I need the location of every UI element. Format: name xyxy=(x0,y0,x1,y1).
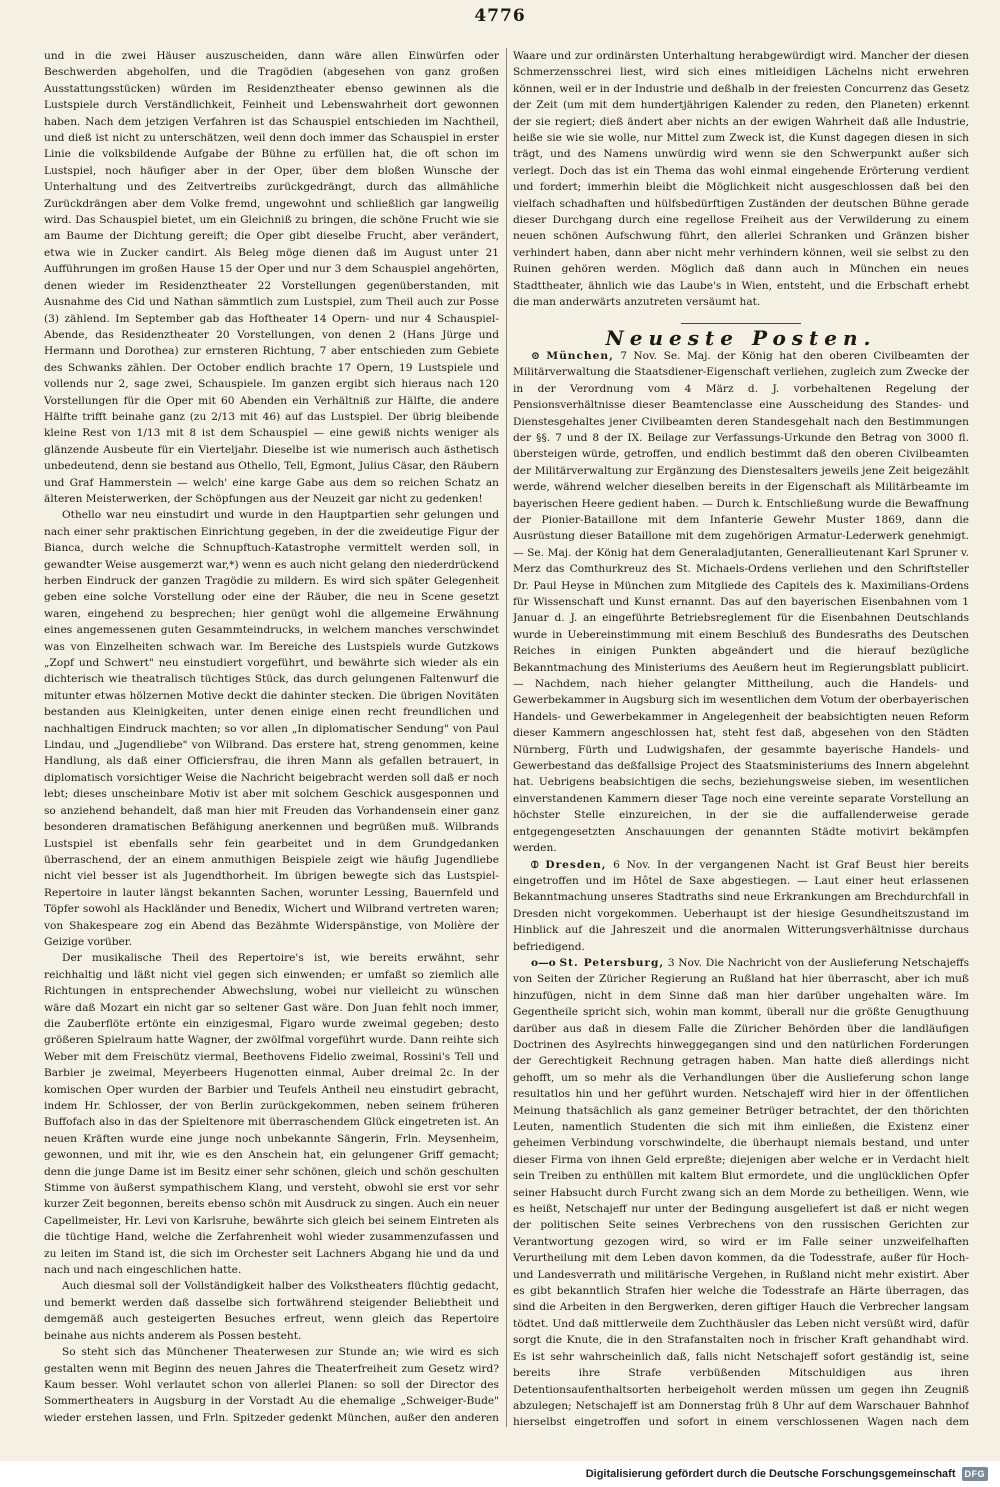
dateline-place: München, xyxy=(546,349,614,362)
dateline-date: 6 Nov. xyxy=(613,858,651,871)
right-intro-paragraph: Waare und zur ordinärsten Unterhaltung herabgewürdigt wird. Mancher der diesen Schmerzensschrei liest, wird sich eines mitleidigen Lächelns nicht erwehren können, weil er in der Industrie und deßhalb in der freiesten Concurrenz das Gesetz der Zeit (um mit dem hundertjährigen Kalender zu reden, den Planeten) erkennt der sie regiert; dieß ändert aber nichts an der ewigen Wahrheit daß alle Industrie, heiße sie wie sie wolle, nur Mittel zum Zweck ist, die Kunst dagegen diesen in sich trägt, und des Namens unwürdig wird wenn sie den Schwerpunkt außer sich verlegt. Doch das ist ein Thema das wohl einmal eingehende Erörterung verdient und fordert; immerhin bleibt die Möglichkeit nicht ausgeschlossen daß bei den vielfach schadhaften und hülfsbedürftigen Zuständen der deutschen Bühne gerade dieser Durchgang durch eine regellose Freiheit aus der Verwilderung zu einem neuen schönen Aufschwung führt, den allerlei Schranken und Gränzen bisher verhindert haben, dann aber nicht mehr verhindern können, weil sie selbst zu den Ruinen gehören werden. Möglich daß dann auch in München ein neues Stadttheater, ähnlich wie das Laube's in Wien, entsteht, und die Erbschaft erhebt die man anderwärts anzutreten versäumt hat. xyxy=(513,50,969,309)
article-st-petersburg xyxy=(513,955,969,1427)
digitization-credit: Digitalisierung gefördert durch die Deutsche Forschungsgemeinschaft xyxy=(585,1468,956,1480)
right-column xyxy=(513,48,969,1427)
dateline-mark: ⦶ xyxy=(531,858,539,871)
left-paragraph-5: So steht sich das Münchener Theaterwesen zur Stunde an; wie wird es sich gestalten wenn mit Beginn des neuen Jahres die Theaterfreiheit zum Gesetz wird? Kaum besser. Wohl verlautet schon von allerlei Planen: so soll der Director des Sommertheaters in Augsburg in der Vorstadt Au die ehemalige „Schweiger-Bude" wieder erstehen lassen, und Frln. Spitzeder gedenkt München, außer den anderen xyxy=(44,1346,499,1424)
dateline-mark: ⊙ xyxy=(531,349,540,362)
article-text: In der vergangenen Nacht ist Graf Beust hier bereits eingetroffen und im Hôtel de Saxe abgestiegen. — Laut einer heut erlassenen Bekanntmachung unseres Stadtraths sind neue Erkrankungen am Brechdurchfall in Dresden nicht vorgekommen. Ueberhaupt ist der hiesige Gesundheitszustand im Hinblick auf die Jahreszeit und die anormalen Witterungsverhältnisse durchaus befriedigend. xyxy=(513,858,969,953)
dateline-mark: o—o xyxy=(531,956,556,969)
section-separator xyxy=(681,323,801,324)
page-number: 4776 xyxy=(474,6,526,26)
dateline-place: St. Petersburg, xyxy=(559,956,665,969)
dateline-place: Dresden, xyxy=(545,858,607,871)
article-dresden xyxy=(513,857,969,955)
left-paragraph-2: Othello war neu einstudirt und wurde in den Hauptpartien sehr gelungen und nach einer sehr praktischen Einrichtung gegeben, in der die zweideutige Figur der Bianca, durch welche die Schnupftuch-Katastrophe vermittelt werden soll, in gewandter Weise ausgemerzt war,*) wenn es auch nicht gelang den niederdrückend herben Eindruck der ganzen Tragödie zu mildern. Es wird sich später Gelegenheit geben eine solche Vorstellung oder eine der Räuber, die neu in Scene gesetzt waren, eingehend zu besprechen; hier genügt wohl die allgemeine Erwähnung eines angemessenen guten Gesammteindrucks, in welchem manches verschwindet was von Einzelheiten schwach war. Im Bereiche des Lustspiels wurde Gutzkows „Zopf und Schwert" neu einstudiert vorgeführt, und bewährte sich wieder als ein dichterisch wie theatralisch tüchtiges Stück, das durch gelungenen Faltenwurf die mitunter etwas hölzernen Motive deckt die dahinter stecken. Die übrigen Novitäten bestanden aus Kleinigkeiten, unter denen einige einen recht freundlichen und nachhaltigen Eindruck machten; so vor allen „In diplomatischer Sendung" von Paul Lindau, und „Jugendliebe" von Wilbrand. Das erstere hat, streng genommen, keine Handlung, als daß einer Officiersfrau, die ihren Mann als gefallen betrauert, in diplomatisch vorsichtiger Weise die Nachricht beigebracht werden soll daß er noch lebt; dieses unscheinbare Motiv ist aber mit solchem Geschick ausgesponnen und so anziehend behandelt, daß man hier mit Freuden das Vorhandensein einer ganz besonderen dramatischen Befähigung anerkennen und begrüßen muß. Wilbrands Lustspiel ist ebenfalls sehr fein gearbeitet und in dem Grundgedanken überraschend, der an einem anmuthigen Beispiele zeigt wie häufig Jugendliebe nicht viel besser ist als Jugendthorheit. Im übrigen bewegte sich das Lustspiel-Repertoire in lauter längst bekannten Sachen, worunter Lessing, Bauernfeld und Töpfer sowohl als Hackländer und Benedix, Wichert und Wilbrand vertreten waren; von Shakespeare zog ein Abend das Bezähmte Widerspänstige, von Molière der Geizige vorüber. xyxy=(44,509,499,948)
dfg-logo-icon[interactable] xyxy=(962,1467,989,1481)
left-paragraph-1: und in die zwei Häuser auszuscheiden, dann wäre allen Einwürfen oder Beschwerden abgeholfen, und die Tragödien (abgesehen von ganz großen Ausstattungsstücken) würden im Residenztheater ebenso gewinnen als die Lustspiele durch Verständlichkeit, Feinheit und Lebenswahrheit dort gewonnen haben. Nach dem jetzigen Verfahren ist das Schauspiel entschieden im Nachtheil, und dieß ist nicht zu unterschätzen, weil denn doch immer das Schauspiel in erster Linie die volksbildende Aufgabe der Bühne zu erfüllen hat, die oft schon im Lustspiel, noch häufiger aber in der Oper, über dem bloßen Wunsche der Unterhaltung und des Zeitvertreibs zurückgedrängt, durch das allmähliche Zurückdrängen aber dem Volke fremd, ungewohnt und schließlich gar langweilig wird. Das Schauspiel bietet, um ein Gleichniß zu bringen, die schöne Frucht wie sie am Baume der Dichtung gereift; die Oper gibt dieselbe Frucht, aber verändert, etwa wie in Zucker candirt. Als Beleg möge dienen daß im August unter 21 Aufführungen im großen Hause 15 der Oper und nur 3 dem Schauspiel angehörten, denen wieder im Residenztheater 22 Vorstellungen gegenüberstanden, mit Ausnahme des Cid und Nathan sämmtlich zum Lustspiel, zum Theil auch zur Posse (3) zählend. Im September gab das Hoftheater 14 Opern- und nur 4 Schauspiel-Abende, das Residenztheater 20 Vorstellungen, von denen 2 (Hans Jürge und Hermann und Dorothea) zur ernsteren Richtung, 7 aber entschieden zum Gebiete des Schwanks zählen. Der October endlich brachte 17 Opern, 19 Lustspiele und vollends nur 2, sage zwei, Schauspiele. Im ganzen ergibt sich hieraus nach 120 Vorstellungen für die Oper mit 60 Abenden ein Verhältniß zur Hälfte, die andere Hälfte trifft beinahe ganz (zu 2/13 mit 46) auf das Lustspiel. Der übrig bleibende kleine Rest von 1/13 mit 8 ist dem Schauspiel — eine gewiß nichts weniger als glänzende Ausbeute für ein Vierteljahr. Dieselbe ist wie numerisch auch ästhetisch unbedeutend, denn sie bestand aus Othello, Tell, Egmont, Julius Cäsar, den Räubern und Graf Hammerstein — welch' eine karge Gabe aus dem so reichen Schatz an älteren Meisterwerken, der Schöpfungen aus der Neuzeit gar nicht zu gedenken! xyxy=(44,50,499,505)
left-paragraph-3: Der musikalische Theil des Repertoire's ist, wie bereits erwähnt, sehr reichhaltig und läßt nicht viel gegen sich einwenden; er umfaßt so ziemlich alle Richtungen in entsprechender Abwechslung, wobei nur vielleicht zu wünschen wäre daß Mozart ein nicht gar so seltener Gast wäre. Don Juan fehlt noch immer, die Zauberflöte ertönte ein einzigesmal, Figaro wurde zweimal gegeben; desto größeren Spielraum hatte Wagner, der zwölfmal vorgeführt wurde. Dann reihte sich Weber mit dem Freischütz viermal, Beethovens Fidelio zweimal, Rossini's Tell und Barbier je zweimal, Meyerbeers Hugenotten einmal, Auber dreimal 2c. In der komischen Oper wurden der Barbier und Teufels Antheil neu einstudirt gebracht, indem Hr. Schlosser, der von Berlin zurückgekommen, neben seinem früheren Buffofach also in das der Spieltenore mit überraschendem Glück eingetreten ist. An neuen Kräften wurde eine junge noch unbekannte Sängerin, Frln. Meysenheim, gewonnen, und mit ihr, wie es den Anschein hat, ein gelungener Griff gemacht; denn die junge Dame ist im Besitz einer sehr schönen, gleich und schön geschulten Stimme von äußerst sympathischem Klang, und versteht, obwohl sie erst vor sehr kurzer Zeit begonnen, bereits ebenso schön mit Ausdruck zu singen. Auch ein neuer Capellmeister, Hr. Levi von Karlsruhe, bewährte sich gleich bei seinem Eintreten als die tüchtige Hand, welche die Zerfahrenheit wohl wieder zusammenzufassen und zu leiten im Stand ist, die sich im Orchester seit Lachners Abgang hie und da und nach und nach eingeschlichen hatte. xyxy=(44,952,499,1277)
left-paragraph-4: Auch diesmal soll der Vollständigkeit halber des Volkstheaters flüchtig gedacht, und bemerkt werden daß dasselbe sich fortwährend steigender Beliebtheit und demgemäß auch gesteigerten Besuches erfreut, wenn gleich das Repertoire beinahe aus nichts anderem als Possen besteht. xyxy=(44,1280,499,1342)
article-text: Die Nachricht von der Auslieferung Netschajeffs von Seiten der Züricher Regierung an Rußland hat hier überrascht, aber ich muß hinzufügen, nicht in dem Sinne daß man hier darüber ungehalten wäre. Im Gegentheile spricht sich, wohin man kommt, überall nur die größte Genugthuung darüber aus daß in diesem Falle die Züricher Behörden über die landläufigen Doctrinen des Asylrechts hinweggegangen sind und den natürlichen Forderungen der Gerechtigkeit Rechnung getragen haben. Man hatte dieß allerdings nicht gehofft, um so mehr als die Verhandlungen über die Auslieferung schon lange resultatlos hin und her geführt wurden. Netschajeff wird hier in der öffentlichen Meinung thatsächlich als ganz gemeiner Betrüger betrachtet, der den thörichten Leuten, namentlich Studenten die sich mit ihm einließen, die Existenz einer geheimen Verbindung vorschwindelte, die überhaupt niemals bestand, und unter dieser Firma von ihnen Geld erpreßte; diejenigen aber welche er in Verdacht hielt sein Treiben zu enthüllen mit kaltem Blut ermordete, und die unglücklichen Opfer seiner Habsucht durch Furcht zwang sich an dem Morde zu betheiligen. Wenn, wie es heißt, Netschajeff nur unter der Bedingung ausgeliefert ist daß er nicht wegen der politischen Seite seines Verbrechens von den russischen Gerichten zur Verantwortung gezogen wird, so wird er im Falle seiner unzweifelhaften Verurtheilung mit dem Leben davon kommen, da die Todesstrafe, außer für Hoch- und Landesverrath und militärische Vergehen, in Rußland nicht mehr existirt. Aber es gibt bekanntlich Strafen hier welche die Todesstrafe an Härte überragen, das sind die Arbeiten in den Bergwerken, deren giftiger Hauch die Verbrecher langsam tödtet. Und daß mittlerweile dem Zuchthäusler das Leben nicht versüßt wird, dafür sorgt die Knute, die in den Strafanstalten noch in frischer Kraft gehandhabt wird. Es ist sehr wahrscheinlich daß, falls nicht Netschajeff sofort geständig ist, seine bereits ihre Strafe verbüßenden Mitschuldigen aus ihren Detentionsaufenthaltsorten herbeigeholt werden müssen um gegen ihn Zeugniß abzulegen; Netschajeff ist am Donnerstag früh 8 Uhr auf dem Warschauer Bahnhof hierselbst eingetroffen und sofort in einem verschlossenen Wagen nach dem xyxy=(513,956,969,1427)
section-heading: Neueste Posten. xyxy=(605,325,877,350)
digitization-credit-bar xyxy=(0,1461,1000,1487)
column-divider xyxy=(506,48,507,1427)
dfg-logo-text: DFG xyxy=(964,1469,985,1479)
dateline-date: 3 Nov. xyxy=(667,956,703,969)
left-column xyxy=(44,48,499,1427)
article-text: Se. Maj. der König hat den oberen Civilbeamten der Militärverwaltung die Staatsdiener-Eigenschaft verliehen, zugleich zum Zwecke der in der Verordnung vom 4 März d. J. vorbehaltenen Regelung der Pensionsverhältnisse dieser Beamtenclasse eine Ausscheidung des Standes- und Dienstesgehaltes jener Civilbeamten deren Standesgehalt nach den Bestimmungen der §§. 7 und 8 der IX. Beilage zur Verfassungs-Urkunde den Betrag von 3000 fl. übersteigen würde, getroffen, und endlich bestimmt daß den oberen Civilbeamten der Militärverwaltung zur Ergänzung des Dienstesalters jeweils jene Zeit beigezählt werde, während welcher dieselben bereits in der Eigenschaft als Militärbeamte im bayerischen Heere gedient haben. — Durch k. Entschließung wurde die Bewaffnung der Pionier-Bataillone mit dem Infanterie Gewehr Muster 1869, dann die Ausrüstung dieser Bataillone mit dem zugehörigen Armatur-Lederwerk genehmigt. — Se. Maj. der König hat dem Generaladjutanten, Generallieutenant Karl Spruner v. Merz das Comthurkreuz des St. Michaels-Ordens verliehen und den Schriftsteller Dr. Paul Heyse in München zum Mitgliede des Capitels des k. Maximilians-Ordens für Wissenschaft und Kunst ernannt. Das auf den bayerischen Eisenbahnen vom 1 Januar d. J. an eingeführte Betriebsreglement für die Eisenbahnen Deutschlands wurde in Uebereinstimmung mit einem Beschluß des Bundesraths des Deutschen Reiches in einigen Punkten abgeändert und die hierauf bezügliche Bekanntmachung des Ministeriums des Aeußern heut im Regierungsblatt publicirt. — Nachdem, nach hieher gelangter Mittheilung, auch die Handels- und Gewerbekammer in Augsburg sich im wesentlichen dem Votum der oberbayerischen Handels- und Gewerbekammer in Angelegenheit der beabsichtigten neuen Reform dieser Kammern angeschlossen hat, steht fest daß, abgesehen von den Städten Nürnberg, Fürth und Ludwigshafen, der gesammte bayerische Handels- und Gewerbestand das deßfallsige Project des Staatsministeriums des Innern abgelehnt hat. Uebrigens beabsichtigen die sechs, beziehungsweise sieben, im wesentlichen einverstandenen Kammern dieser Tage noch eine vereinte separate Vorstellung an höchster Stelle einzureichen, in der sie die auffallenderweise gerade entgegengesetzten Anschauungen der genannten Städte motivirt bekämpfen werden. xyxy=(513,349,969,855)
dateline-date: 7 Nov. xyxy=(620,349,658,362)
article-muenchen xyxy=(513,348,969,857)
